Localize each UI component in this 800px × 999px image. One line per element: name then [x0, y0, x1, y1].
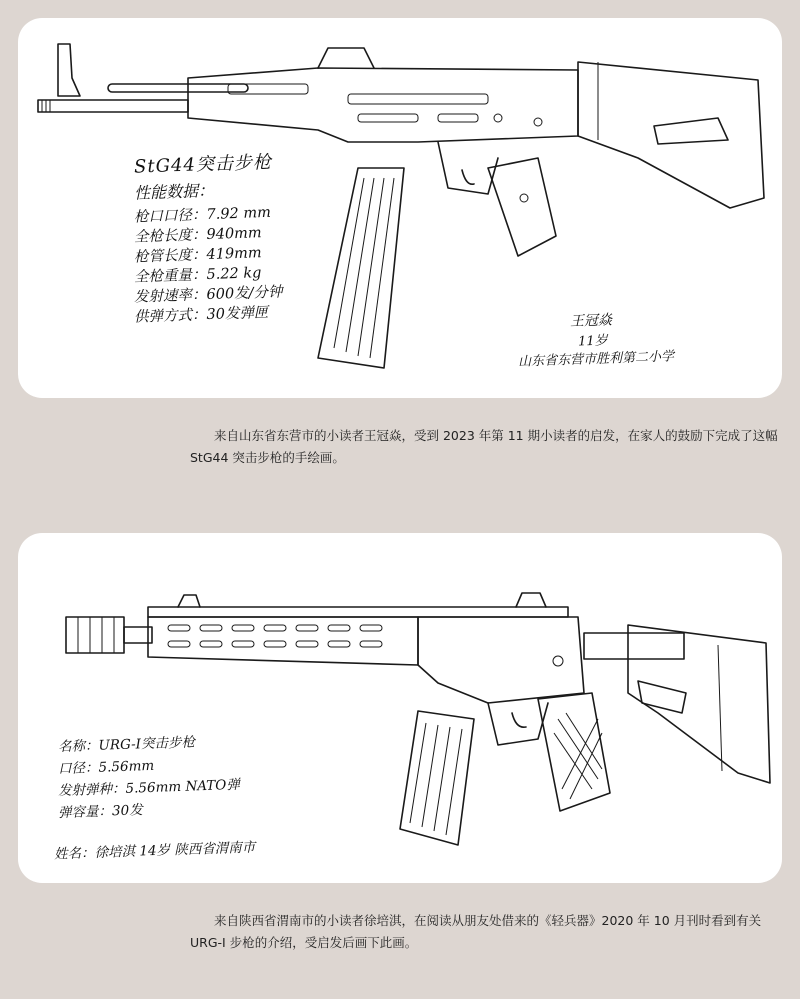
spec-line: 枪管长度：419mm [133, 245, 262, 266]
spec-line: 枪口口径：7.92 mm [133, 204, 272, 226]
drawing1-signature-name: 王冠焱 [569, 312, 613, 330]
drawing2-spec-line: 口径：5.56mm [57, 757, 155, 778]
caption-stg44: 来自山东省东营市的小读者王冠焱，受到 2023 年第 11 期小读者的启发，在家人的鼓励下完成了这幅 StG44 突击步枪的手绘画。 [190, 427, 778, 465]
stg44-rifle-drawing [18, 18, 782, 398]
drawing1-signature-age: 11岁 [577, 333, 608, 350]
drawing2-spec-line: 弹容量：30发 [57, 802, 143, 822]
spec-line: 全枪长度：940mm [133, 225, 262, 246]
spec-line: 发射速率：600发/分钟 [133, 284, 283, 306]
spec-line: 全枪重量：5.22 kg [133, 265, 262, 286]
spec-line: 供弹方式：30发弹匣 [133, 304, 269, 326]
caption-urg: 来自陕西省渭南市的小读者徐培淇，在阅读从朋友处借来的《轻兵器》2020 年 10 月刊时看到有关 URG-I 步枪的介绍，受启发后画下此画。 [190, 912, 762, 950]
drawing2-signature: 姓名：徐培淇 14岁 陕西省渭南市 [53, 839, 256, 863]
drawing1-title: StG44突击步枪 [133, 151, 273, 178]
drawing1-spec-heading: 性能数据： [133, 180, 215, 203]
urg-rifle-drawing [18, 533, 782, 883]
drawing1-signature-school: 山东省东营市胜利第二小学 [517, 349, 675, 370]
drawing-card-stg44 [18, 18, 782, 398]
drawing2-spec-line: 名称：URG-I突击步枪 [57, 734, 196, 756]
drawing-card-urg [18, 533, 782, 883]
drawing2-spec-line: 发射弹种：5.56mm NATO弹 [57, 776, 241, 800]
drawing1-spec-list [134, 205, 283, 325]
